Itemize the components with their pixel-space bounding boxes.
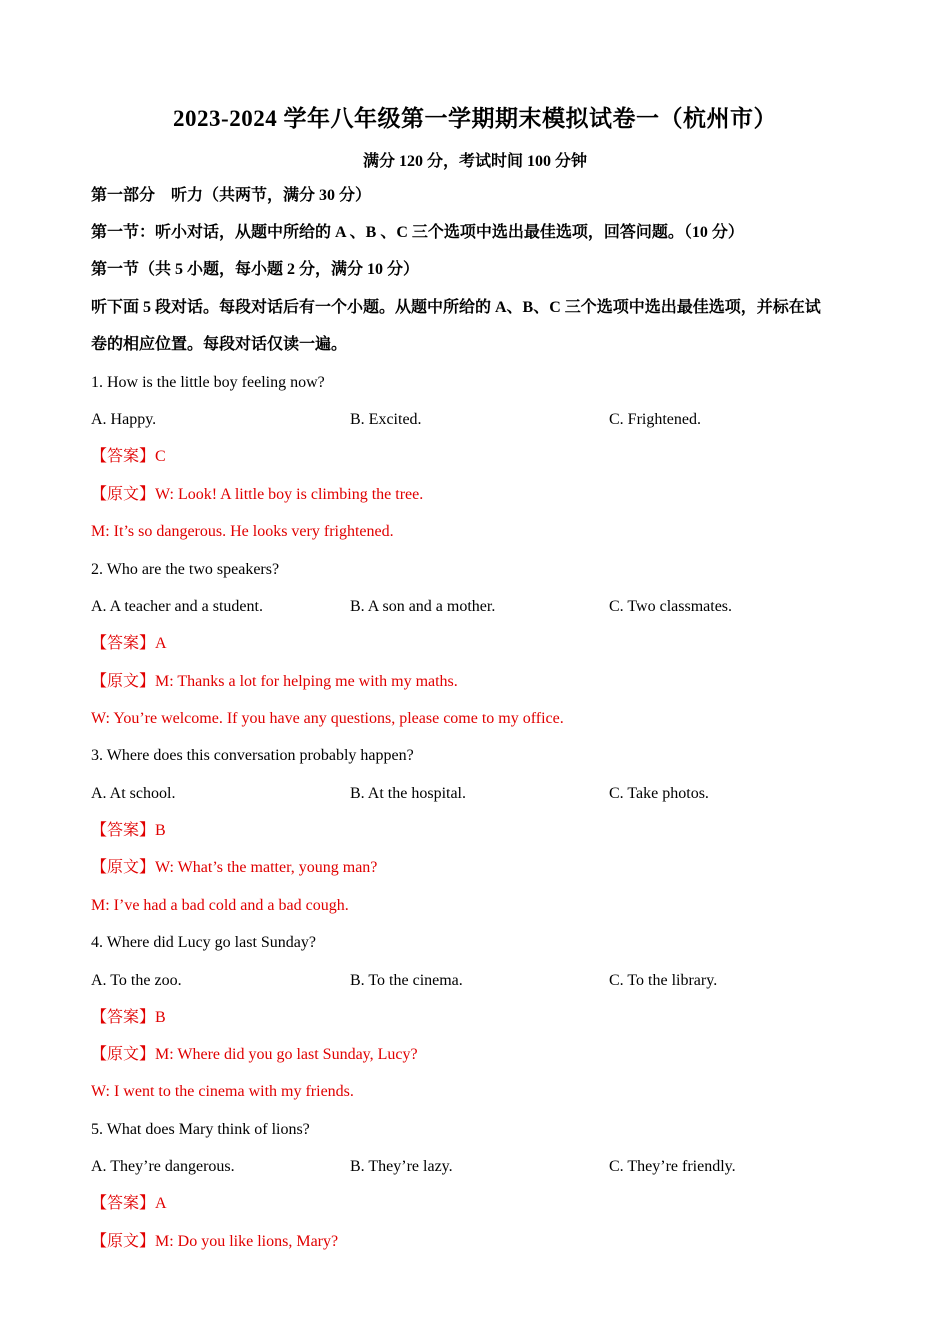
option-c: C. Frightened. <box>609 411 701 428</box>
instructions-line-1: 听下面 5 段对话。每段对话后有一个小题。从题中所给的 A、B、C 三个选项中选出最佳选项，并标在试 <box>91 299 821 316</box>
transcript-line: 【原文】M: Where did you go last Sunday, Lucy? <box>91 1046 418 1063</box>
page-title: 2023-2024 学年八年级第一学期期末模拟试卷一（杭州市） <box>173 106 777 131</box>
answer: 【答案】A <box>91 635 167 652</box>
option-b: B. To the cinema. <box>350 972 463 989</box>
answer: 【答案】B <box>91 1009 166 1026</box>
transcript-line: 【原文】W: What’s the matter, young man? <box>91 859 378 876</box>
transcript-line: W: You’re welcome. If you have any questions, please come to my office. <box>91 710 564 727</box>
option-c: C. Two classmates. <box>609 598 733 615</box>
question-stem: 1. How is the little boy feeling now? <box>91 374 325 391</box>
option-b: B. A son and a mother. <box>350 598 496 615</box>
question-stem: 3. Where does this conversation probably happen? <box>91 747 414 764</box>
option-b: B. At the hospital. <box>350 785 466 802</box>
option-a: A. Happy. <box>91 411 157 428</box>
instructions-line-2: 卷的相应位置。每段对话仅读一遍。 <box>91 336 348 353</box>
answer: 【答案】B <box>91 822 166 839</box>
option-c: C. They’re friendly. <box>609 1158 736 1175</box>
option-a: A. A teacher and a student. <box>91 598 263 615</box>
question-stem: 2. Who are the two speakers? <box>91 561 280 578</box>
section-heading: 第一节：听小对话，从题中所给的 A 、B 、C 三个选项中选出最佳选项，回答问题。（10 分） <box>91 224 744 241</box>
question-stem: 4. Where did Lucy go last Sunday? <box>91 934 316 951</box>
transcript-line: 【原文】M: Thanks a lot for helping me with my maths. <box>91 673 458 690</box>
section-subheading: 第一节（共 5 小题，每小题 2 分，满分 10 分） <box>91 261 420 278</box>
transcript-line: M: I’ve had a bad cold and a bad cough. <box>91 897 349 914</box>
answer: 【答案】A <box>91 1195 167 1212</box>
part-heading: 第一部分 听力（共两节，满分 30 分） <box>91 187 372 204</box>
option-c: C. To the library. <box>609 972 718 989</box>
option-b: B. Excited. <box>350 411 422 428</box>
option-b: B. They’re lazy. <box>350 1158 453 1175</box>
transcript-line: 【原文】W: Look! A little boy is climbing the tree. <box>91 486 424 503</box>
transcript-line: 【原文】M: Do you like lions, Mary? <box>91 1233 339 1250</box>
answer: 【答案】C <box>91 448 166 465</box>
option-a: A. At school. <box>91 785 176 802</box>
option-a: A. To the zoo. <box>91 972 182 989</box>
exam-info: 满分 120 分，考试时间 100 分钟 <box>362 153 587 170</box>
option-c: C. Take photos. <box>609 785 709 802</box>
transcript-line: W: I went to the cinema with my friends. <box>91 1083 354 1100</box>
transcript-line: M: It’s so dangerous. He looks very frightened. <box>91 523 394 540</box>
question-stem: 5. What does Mary think of lions? <box>91 1121 310 1138</box>
option-a: A. They’re dangerous. <box>91 1158 235 1175</box>
